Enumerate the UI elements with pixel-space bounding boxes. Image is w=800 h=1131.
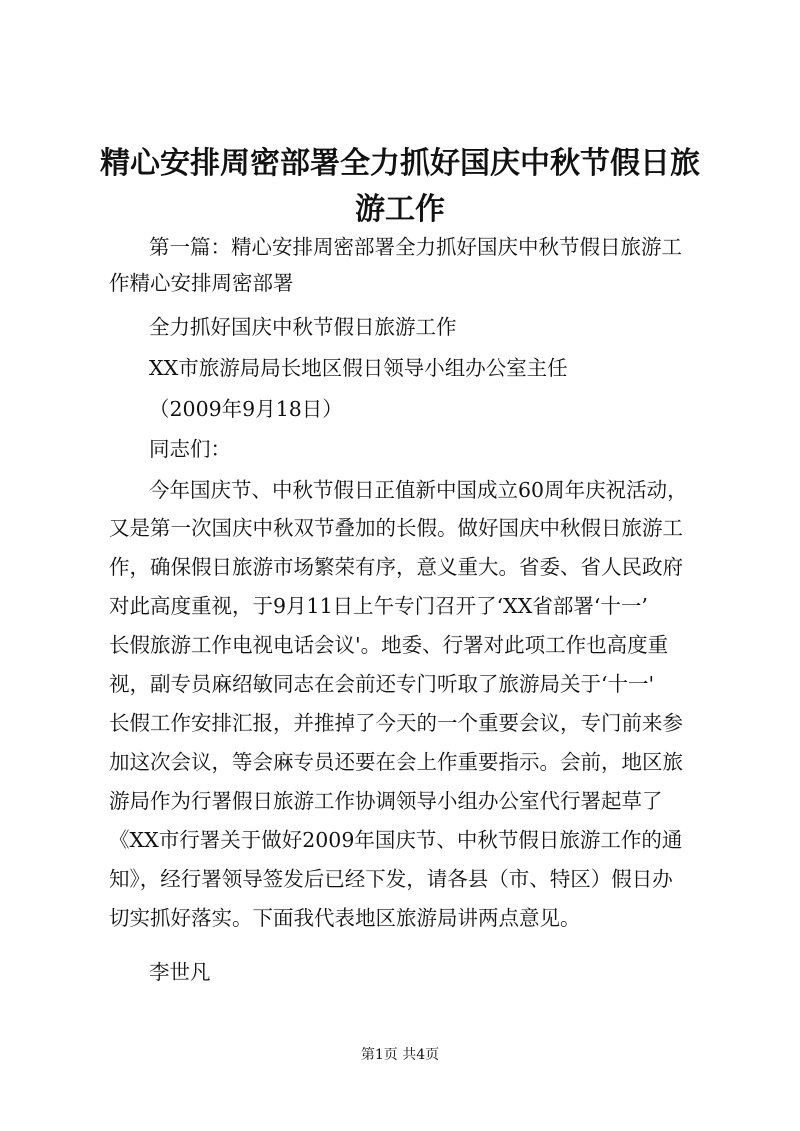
speaker-name: 李世凡 <box>149 960 211 984</box>
body-line: 知》，经行署领导签发后已经下发，请各县（市、特区）假日办 <box>109 867 673 891</box>
document-title-line-2: 游工作 <box>355 192 445 227</box>
body-line: 长假旅游工作电视电话会议'。地委、行署对此项工作也高度重 <box>109 633 669 657</box>
body-line: 《XX市行署关于做好2009年国庆节、中秋节假日旅游工作的通 <box>109 828 683 852</box>
page-number-footer: 第1页 共4页 <box>360 1047 440 1063</box>
body-line: 作，确保假日旅游市场繁荣有序，意义重大。省委、省人民政府 <box>109 555 683 579</box>
body-line: 又是第一次国庆中秋双节叠加的长假。做好国庆中秋假日旅游工 <box>109 516 683 540</box>
subtitle-line-1: 第一篇：精心安排周密部署全力抓好国庆中秋节假日旅游工 <box>149 235 682 259</box>
salutation: 同志们： <box>149 437 231 461</box>
body-line: 今年国庆节、中秋节假日正值新中国成立60周年庆祝活动， <box>149 478 688 502</box>
body-line: 切实抓好落实。下面我代表地区旅游局讲两点意见。 <box>109 906 581 930</box>
body-line: 长假工作安排汇报，并推掉了今天的一个重要会议，专门前来参 <box>109 711 683 735</box>
speech-title: 全力抓好国庆中秋节假日旅游工作 <box>149 315 457 339</box>
document-title-line-1: 精心安排周密部署全力抓好国庆中秋节假日旅 <box>100 146 700 181</box>
speech-date: （2009年9月18日） <box>149 397 343 421</box>
body-line: 加这次会议，等会麻专员还要在会上作重要指示。会前，地区旅 <box>109 750 683 774</box>
body-line: 视，副专员麻绍敏同志在会前还专门听取了旅游局关于‘十一' <box>109 672 655 696</box>
body-line: 对此高度重视，于9月11日上午专门召开了‘XX省部署‘十一’ <box>109 594 648 618</box>
speaker-position: XX市旅游局局长地区假日领导小组办公室主任 <box>149 356 568 380</box>
body-line: 游局作为行署假日旅游工作协调领导小组办公室代行署起草了 <box>109 789 663 813</box>
subtitle-line-2: 作精心安排周密部署 <box>109 271 294 295</box>
